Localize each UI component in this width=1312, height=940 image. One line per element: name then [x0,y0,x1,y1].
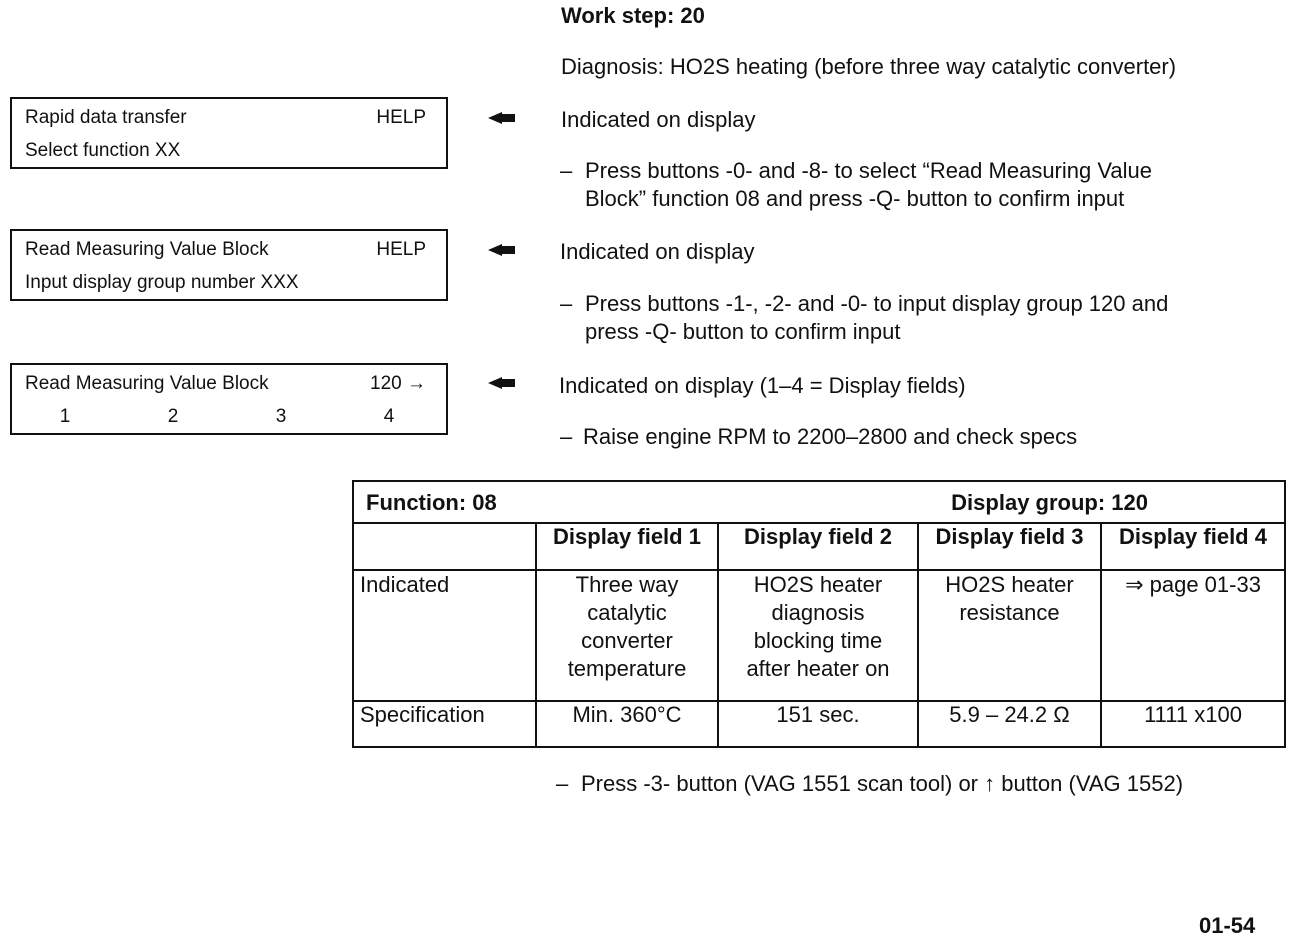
column-header: Display field 4 [1101,523,1285,569]
dash-2: – [560,291,573,316]
display-field-number: 1 [59,406,71,427]
display-box-3 [10,363,448,435]
row-label: Specification [353,701,536,747]
indicated-on-display-3: Indicated on display (1–4 = Display fields) [559,373,966,398]
specification-cell: 5.9 – 24.2 Ω [918,701,1101,747]
cell-line: HO2S heater [945,571,1074,597]
empty-header-cell [353,523,536,569]
dash-3: – [560,424,573,449]
page-number: 01-54 [1199,913,1256,938]
specification-row [353,701,1285,747]
cell-line: after heater on [746,655,890,681]
dash-1: – [560,158,573,183]
pointer-arrow-icon [488,375,516,391]
display-1-line-2: Select function XX [25,140,181,161]
pointer-arrow-icon [488,110,516,126]
display-group-label: Display group: 120 [951,490,1149,515]
display-1-line-1: Rapid data transfer [25,107,187,128]
cell-line: HO2S heater [753,571,883,597]
column-header: Display field 3 [918,523,1101,569]
display-3-group: 120 → [370,373,426,394]
display-box-1 [10,97,448,169]
display-field-number: 3 [275,406,287,427]
indicated-row [353,570,1285,701]
step-2-line-b: press -Q- button to confirm input [585,319,901,344]
pointer-arrow-icon [488,242,516,258]
indicated-on-display-2: Indicated on display [560,239,755,264]
cell-line: blocking time [753,627,883,653]
step-1-line-b: Block” function 08 and press -Q- button to confirm input [585,186,1125,211]
specification-table [352,480,1286,748]
cell-line: catalytic [587,599,667,625]
function-label: Function: 08 [366,490,497,515]
step-1-line-a: Press buttons -0- and -8- to select “Read Measuring Value [585,158,1152,183]
cell-line: resistance [959,599,1060,625]
cell-line: temperature [567,655,687,681]
specification-cell: Min. 360°C [536,701,718,747]
display-2-line-2: Input display group number XXX [25,272,299,293]
display-2-line-1: Read Measuring Value Block [25,239,269,260]
display-3-line-1: Read Measuring Value Block [25,373,269,394]
display-field-number: 4 [383,406,395,427]
step-3-line: Raise engine RPM to 2200–2800 and check specs [583,424,1078,449]
column-header: Display field 2 [718,523,918,569]
column-header: Display field 1 [536,523,718,569]
specification-cell: 1111 x100 [1101,701,1285,747]
cell-line: Three way [575,571,679,597]
row-label: Indicated [353,570,536,701]
cell-line: diagnosis [771,599,865,625]
display-field-number: 2 [167,406,179,427]
display-box-2 [10,229,448,301]
indicated-cell [536,570,718,701]
display-2-help: HELP [376,239,426,260]
indicated-cell [718,570,918,701]
step-2-line-a: Press buttons -1-, -2- and -0- to input display group 120 and [585,291,1169,316]
page-reference: ⇒ page 01-33 [1125,571,1261,597]
dash-4: – [556,771,569,796]
display-1-help: HELP [376,107,426,128]
work-step-title: Work step: 20 [561,3,705,28]
diagnosis-title: Diagnosis: HO2S heating (before three way catalytic converter) [561,54,1177,79]
column-header-row [353,523,1285,569]
indicated-cell [1101,570,1285,701]
final-step-line: Press -3- button (VAG 1551 scan tool) or ↑ button (VAG 1552) [581,771,1184,796]
specification-cell: 151 sec. [718,701,918,747]
indicated-cell [918,570,1101,701]
table-header-row [353,481,1285,523]
indicated-on-display-1: Indicated on display [561,107,756,132]
cell-line: converter [581,627,673,653]
